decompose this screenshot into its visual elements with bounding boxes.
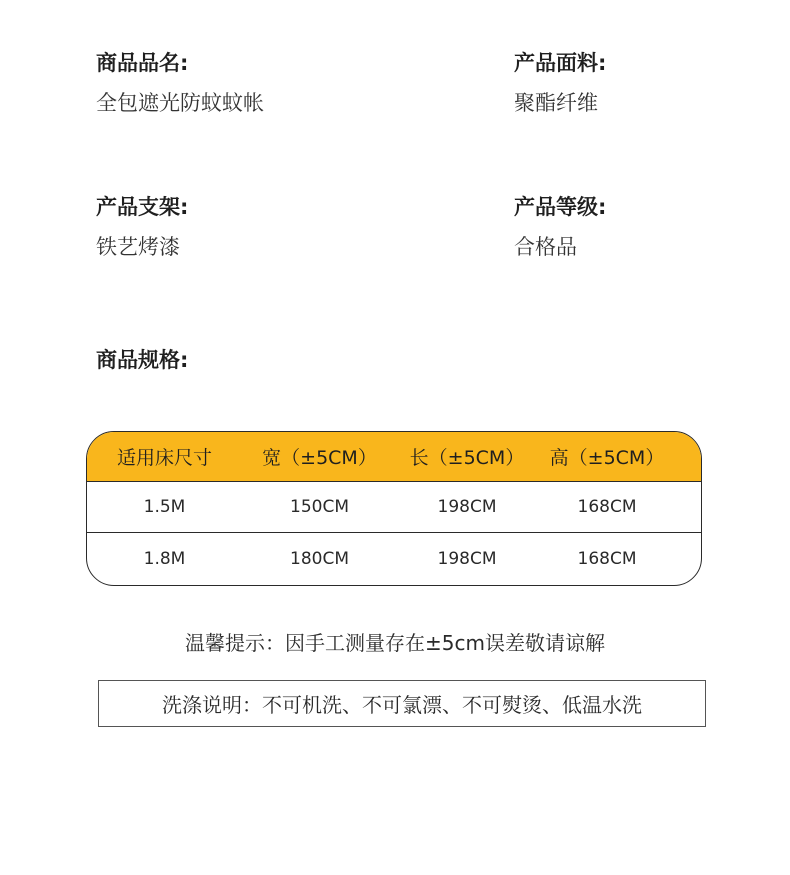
cell-bed-size: 1.8M bbox=[143, 548, 186, 569]
washing-instructions-text: 洗涤说明：不可机洗、不可氯漂、不可熨烫、低温水洗 bbox=[162, 693, 642, 717]
measurement-tip: 温馨提示：因手工测量存在±5cm误差敬请谅解 bbox=[185, 631, 605, 655]
cell-width: 180CM bbox=[290, 548, 349, 569]
cell-length: 198CM bbox=[437, 497, 497, 517]
product-grade-block bbox=[514, 192, 606, 262]
cell-bed-size: 1.5M bbox=[143, 497, 186, 517]
product-name-value: 全包遮光防蚊蚊帐 bbox=[96, 91, 264, 115]
product-name-block bbox=[96, 48, 264, 118]
spec-table bbox=[86, 431, 702, 586]
product-grade-value: 合格品 bbox=[514, 235, 577, 259]
product-frame-block bbox=[96, 192, 188, 262]
header-height: 高（±5CM） bbox=[549, 447, 665, 469]
header-length: 长（±5CM） bbox=[409, 447, 525, 469]
cell-height: 168CM bbox=[577, 548, 637, 569]
spec-title: 商品规格: bbox=[96, 348, 189, 372]
product-fabric-block bbox=[514, 48, 606, 118]
spec-table-header bbox=[87, 432, 701, 482]
product-fabric-label: 产品面料: bbox=[514, 51, 607, 75]
product-frame-value: 铁艺烤漆 bbox=[96, 235, 180, 259]
product-frame-label: 产品支架: bbox=[96, 195, 189, 219]
header-bed-size: 适用床尺寸 bbox=[116, 447, 212, 469]
washing-instructions bbox=[98, 680, 706, 727]
table-row bbox=[87, 482, 701, 533]
cell-height: 168CM bbox=[577, 497, 637, 517]
header-width: 宽（±5CM） bbox=[262, 447, 377, 469]
product-grade-label: 产品等级: bbox=[514, 195, 607, 219]
table-row bbox=[87, 533, 701, 584]
cell-width: 150CM bbox=[290, 497, 349, 517]
cell-length: 198CM bbox=[437, 548, 497, 569]
product-fabric-value: 聚酯纤维 bbox=[514, 91, 598, 115]
product-name-label: 商品品名: bbox=[96, 51, 189, 75]
